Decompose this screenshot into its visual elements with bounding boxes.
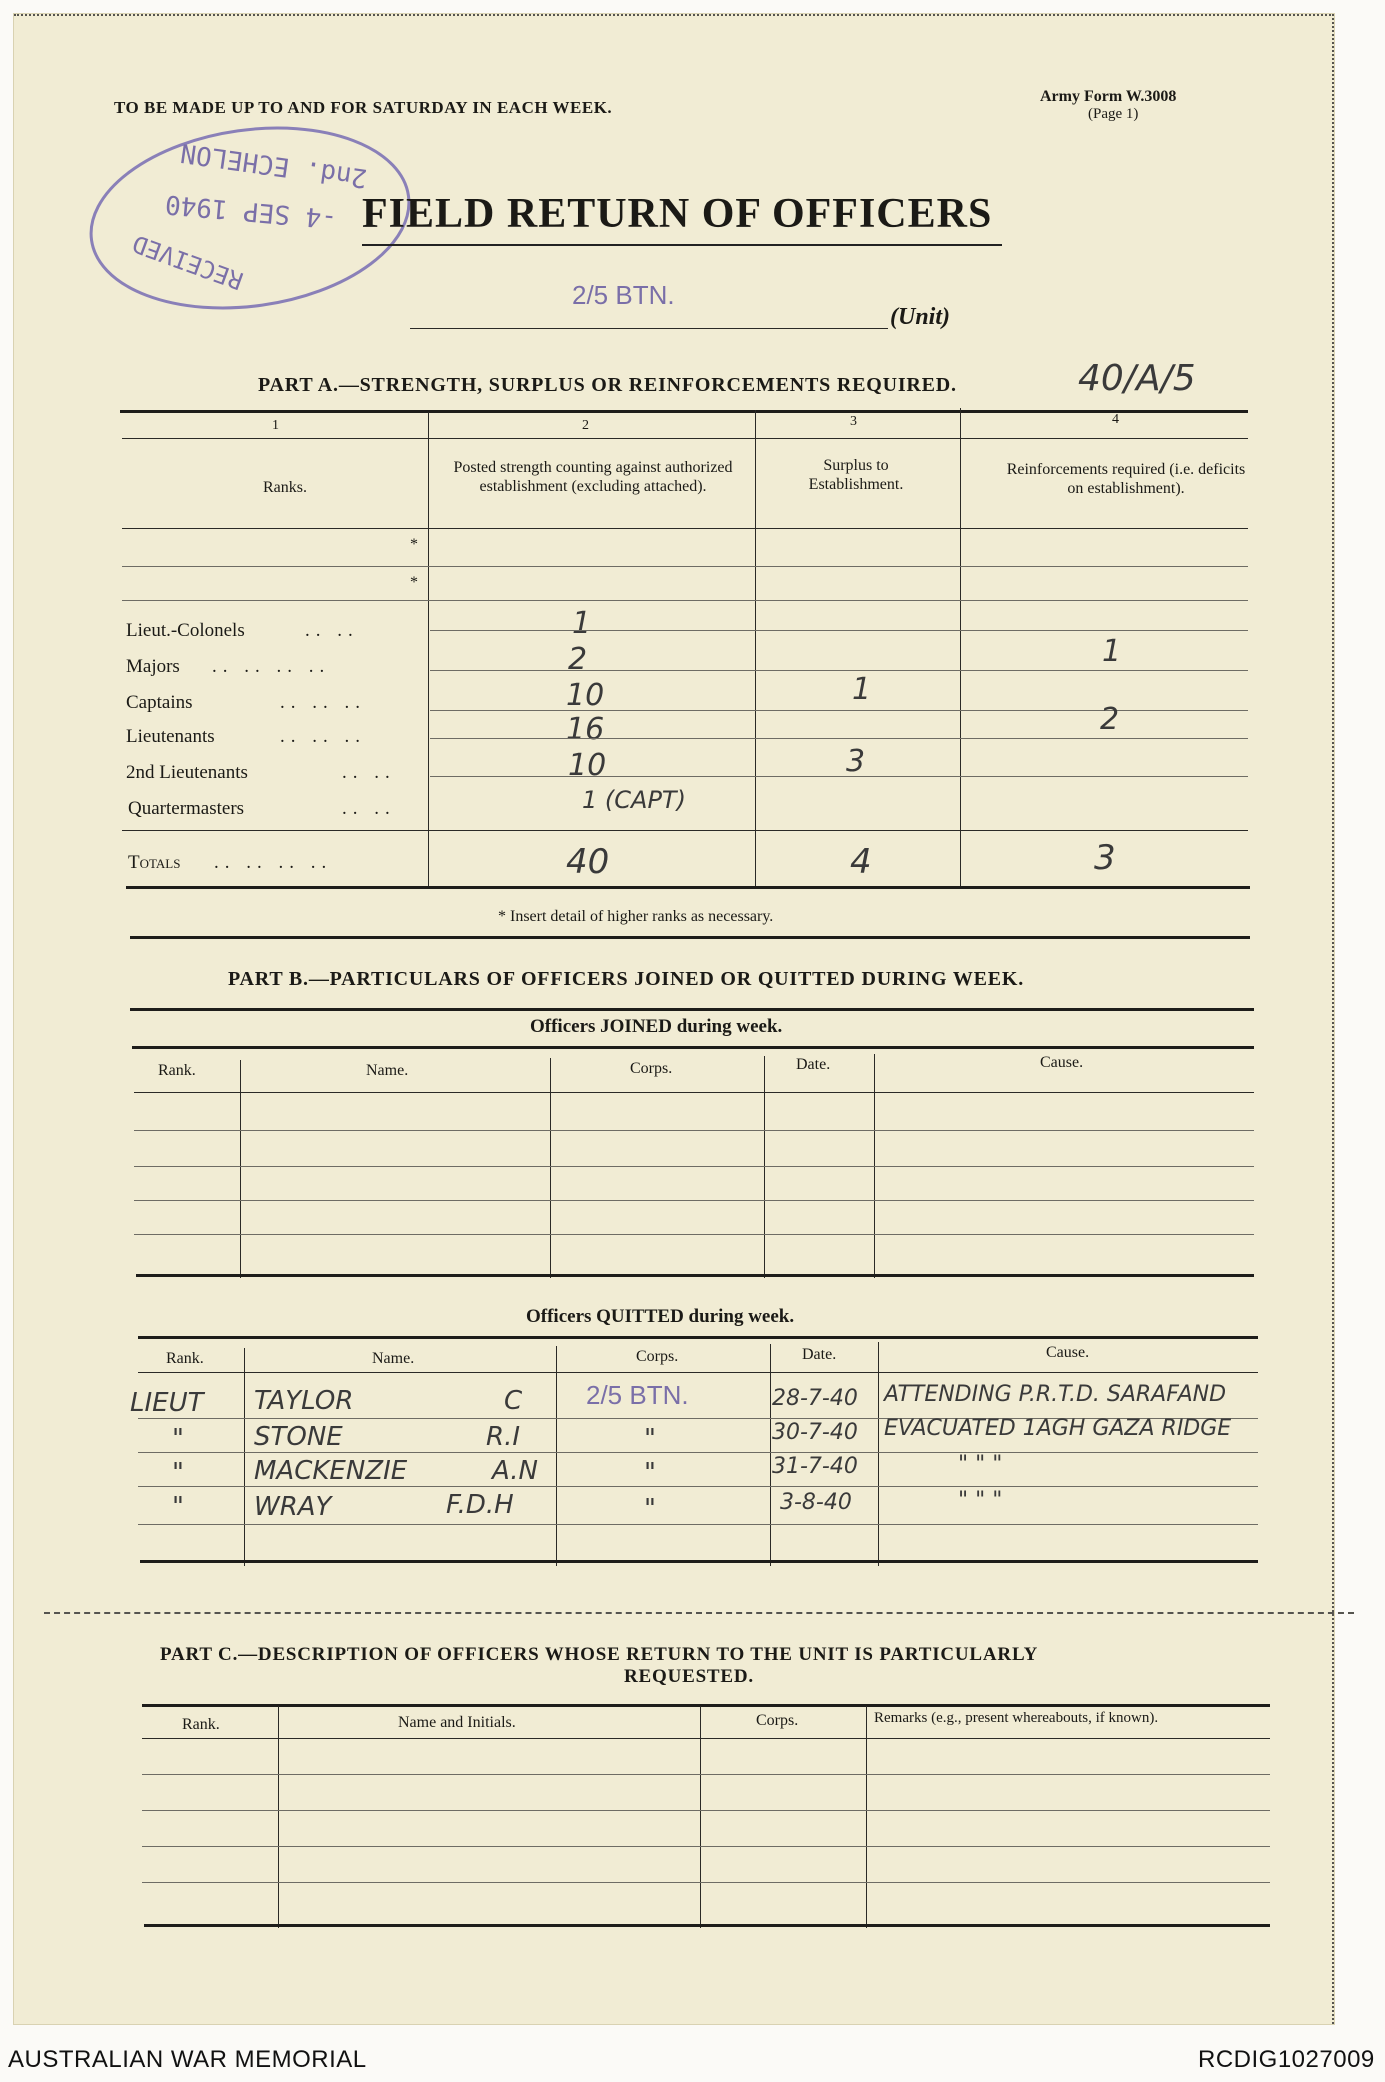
partc-row-rule [142, 1774, 1270, 1775]
joined-col-corps: Corps. [630, 1060, 673, 1077]
instruction-text: TO BE MADE UP TO AND FOR SATURDAY IN EACH WEEK. [114, 98, 613, 117]
col-divider-2 [755, 410, 756, 886]
surplus-value: 3 [846, 744, 866, 779]
partc-col-corps: Corps. [756, 1712, 799, 1729]
quitted-top-rule [138, 1336, 1258, 1339]
title-underline [362, 244, 1002, 246]
quitted-rank: " [172, 1492, 184, 1522]
rank-label: Majors [126, 656, 180, 677]
unit-value: 2/5 BTN. [572, 280, 675, 310]
joined-header-rule [134, 1092, 1254, 1093]
posted-value: 16 [566, 712, 605, 747]
part-c-heading: PART C.—DESCRIPTION OF OFFICERS WHOSE RETURN TO THE UNIT IS PARTICULARLY [160, 1644, 1039, 1665]
part-c-heading-cont: REQUESTED. [624, 1666, 754, 1687]
quitted-divider [878, 1342, 879, 1566]
leader-dots: .. .. [305, 620, 359, 641]
joined-row-rule [134, 1200, 1254, 1201]
totals-surplus: 4 [850, 842, 872, 882]
perforation-right [1332, 14, 1334, 2024]
quitted-corps: " [644, 1494, 656, 1524]
quitted-date: 30-7-40 [772, 1420, 858, 1445]
joined-row-rule [134, 1234, 1254, 1235]
quitted-cause: ATTENDING P.R.T.D. SARAFAND [884, 1382, 1227, 1407]
col-header-surplus: Surplus to Establishment. [808, 457, 904, 493]
quitted-initials: R.I [486, 1422, 520, 1452]
leader-dots: .. .. [342, 762, 396, 783]
quitted-row-rule [138, 1486, 1258, 1487]
perforation-middle [44, 1612, 1354, 1614]
part-c-top-rule [142, 1704, 1270, 1707]
col-number-1: 1 [272, 418, 279, 433]
quitted-col-rank: Rank. [166, 1350, 204, 1367]
partc-bottom-rule [144, 1924, 1270, 1927]
col-header-ranks: Ranks. [263, 479, 307, 496]
part-b-heading-rule [130, 1008, 1254, 1011]
quitted-name: STONE [254, 1422, 343, 1452]
quitted-name: TAYLOR [254, 1386, 354, 1416]
part-a-footnote: * Insert detail of higher ranks as necessary. [498, 908, 774, 925]
quitted-title: Officers QUITTED during week. [526, 1306, 795, 1327]
rank-label: 2nd Lieutenants [126, 762, 248, 783]
reinforcements-value: 2 [1100, 702, 1120, 737]
col-header-posted: Posted strength counting against authorized establishment (excluding attached). [453, 459, 733, 495]
footer-left: AUSTRALIAN WAR MEMORIAL [8, 2046, 367, 2073]
rank-label: Quartermasters [128, 798, 245, 819]
posted-value: 10 [566, 678, 605, 713]
partc-col-remarks: Remarks (e.g., present whereabouts, if known). [874, 1710, 1159, 1726]
partc-divider [866, 1706, 867, 1928]
posted-value: 10 [568, 748, 607, 783]
header-bottom-rule [122, 528, 1248, 529]
joined-col-cause: Cause. [1040, 1054, 1084, 1071]
quitted-rank: " [172, 1458, 184, 1488]
rank-label: Captains [126, 692, 193, 713]
quitted-col-date: Date. [802, 1346, 837, 1363]
row-rule [430, 738, 1248, 739]
rank-label: Lieutenants [126, 726, 215, 747]
part-a-heading: PART A.—STRENGTH, SURPLUS OR REINFORCEMENTS REQUIRED. [258, 374, 957, 396]
perforation-top [14, 14, 1334, 16]
quitted-rank: LIEUT [130, 1388, 204, 1418]
stamp-echelon: 2nd. ECHELON [178, 137, 370, 193]
surplus-value: 1 [852, 672, 872, 707]
quitted-date: 3-8-40 [780, 1490, 852, 1515]
quitted-corps: " [644, 1458, 656, 1488]
joined-col-date: Date. [796, 1056, 831, 1073]
quitted-cause: " " " [958, 1452, 1003, 1477]
row-rule [430, 710, 1248, 711]
part-a-reference: 40/A/5 [1078, 358, 1196, 399]
form-title: FIELD RETURN OF OFFICERS [362, 191, 993, 237]
quitted-date: 31-7-40 [772, 1454, 858, 1479]
posted-value: 1 (CAPT) [582, 786, 686, 814]
leader-dots: .. .. [342, 798, 396, 819]
rank-label: Lieut.-Colonels [126, 620, 245, 641]
joined-col-rank: Rank. [158, 1062, 196, 1079]
reinforcements-value: 1 [1102, 634, 1122, 669]
partc-divider [700, 1706, 701, 1928]
part-a-bottom-rule [126, 886, 1250, 889]
part-b-top-rule [130, 936, 1250, 939]
leader-dots: .. .. .. .. [212, 656, 331, 677]
joined-bottom-rule [136, 1274, 1254, 1277]
quitted-rank: " [172, 1424, 184, 1454]
quitted-row-rule [138, 1524, 1258, 1525]
joined-divider [550, 1058, 551, 1278]
quitted-divider [556, 1346, 557, 1566]
quitted-initials: A.N [492, 1456, 538, 1486]
blank-row-2 [122, 600, 1248, 601]
stamp-date: -4 SEP 1940 [164, 188, 339, 234]
joined-row-rule [134, 1166, 1254, 1167]
col-divider-1 [428, 412, 429, 886]
totals-label: Totals [128, 852, 181, 873]
footer-right: RCDIG1027009 [1198, 2046, 1375, 2073]
quitted-name: WRAY [254, 1492, 332, 1522]
col-number-rule [122, 438, 1248, 439]
quitted-divider [244, 1348, 245, 1566]
partc-col-rank: Rank. [182, 1716, 220, 1733]
unit-line [410, 328, 888, 329]
unit-label: (Unit) [890, 304, 950, 330]
part-b-heading: PART B.—PARTICULARS OF OFFICERS JOINED OR QUITTED DURING WEEK. [228, 968, 1025, 990]
partc-row-rule [142, 1882, 1270, 1883]
quitted-header-rule [138, 1372, 1258, 1373]
quitted-bottom-rule [140, 1560, 1258, 1563]
page-ref: (Page 1) [1088, 106, 1139, 122]
form-number: Army Form W.3008 [1040, 88, 1177, 105]
part-a-top-rule [120, 410, 1248, 413]
leader-dots: .. .. .. [280, 726, 366, 747]
joined-title: Officers JOINED during week. [530, 1016, 783, 1037]
col-number-2: 2 [582, 418, 589, 433]
blank-row-1 [122, 566, 1248, 567]
quitted-cause: " " " [958, 1488, 1003, 1513]
posted-value: 1 [572, 606, 592, 641]
col-number-4: 4 [1112, 412, 1119, 427]
totals-top-rule [122, 830, 1248, 831]
quitted-name: MACKENZIE [254, 1456, 408, 1486]
quitted-divider [770, 1344, 771, 1566]
totals-reinforcements: 3 [1094, 838, 1116, 878]
leader-dots: .. .. .. .. [214, 852, 333, 873]
asterisk-1: * [410, 536, 418, 553]
row-rule [430, 670, 1248, 671]
quitted-initials: F.D.H [446, 1490, 514, 1520]
joined-top-rule [132, 1046, 1254, 1049]
posted-value: 2 [568, 642, 588, 677]
quitted-date: 28-7-40 [772, 1386, 858, 1411]
totals-posted: 40 [566, 842, 610, 882]
joined-row-rule [134, 1130, 1254, 1131]
quitted-corps: 2/5 BTN. [586, 1380, 689, 1410]
col-number-3: 3 [850, 414, 857, 429]
quitted-col-corps: Corps. [636, 1348, 679, 1365]
joined-col-name: Name. [366, 1062, 409, 1079]
partc-row-rule [142, 1846, 1270, 1847]
partc-col-name: Name and Initials. [398, 1714, 516, 1731]
partc-divider [278, 1706, 279, 1928]
quitted-col-cause: Cause. [1046, 1344, 1090, 1361]
quitted-cause: EVACUATED 1AGH GAZA RIDGE [884, 1416, 1232, 1441]
joined-divider [764, 1056, 765, 1278]
row-rule [430, 630, 1248, 631]
col-divider-3 [960, 408, 961, 888]
asterisk-2: * [410, 574, 418, 591]
row-rule [430, 776, 1248, 777]
quitted-row-rule [138, 1452, 1258, 1453]
col-header-reinforcements: Reinforcements required (i.e. deficits on establishment). [1006, 461, 1246, 497]
quitted-col-name: Name. [372, 1350, 415, 1367]
partc-row-rule [142, 1810, 1270, 1811]
quitted-initials: C [504, 1386, 523, 1416]
partc-header-rule [142, 1738, 1270, 1739]
leader-dots: .. .. .. [280, 692, 366, 713]
stamp-received: RECEIVED [128, 229, 247, 295]
quitted-corps: " [644, 1424, 656, 1454]
